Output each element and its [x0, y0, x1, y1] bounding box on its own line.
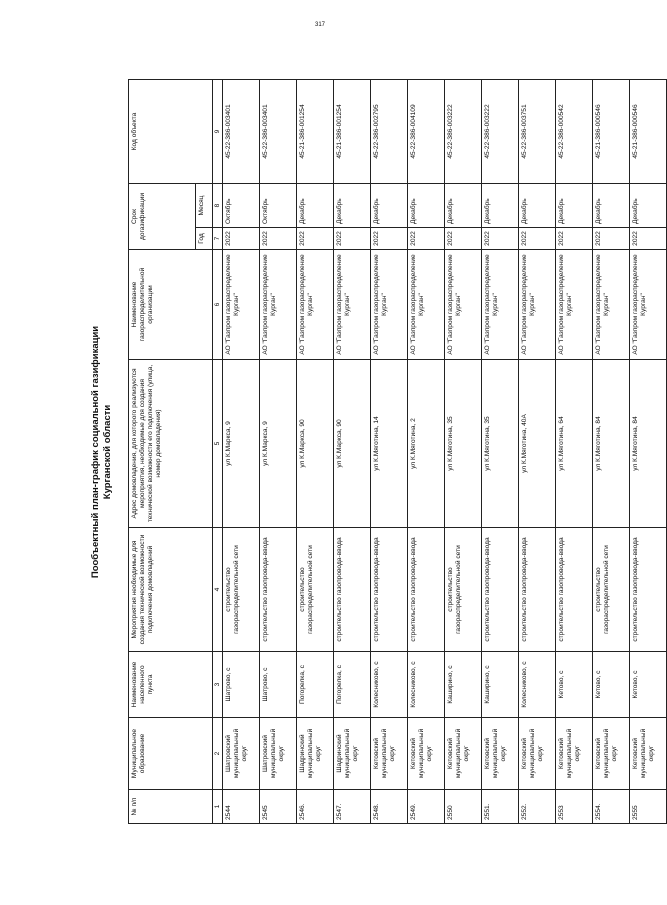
measures-cell: строительство газопровода-ввода [408, 528, 445, 652]
table-row [371, 80, 408, 824]
measures-cell: строительство газопровода-ввода [519, 528, 556, 652]
municipality-cell: Кетовский муниципальный округ [519, 718, 556, 790]
row-number-cell: 2553 [556, 790, 593, 824]
row-number-cell: 2547. [334, 790, 371, 824]
municipality-cell: Шадринский муниципальный округ [334, 718, 371, 790]
table-row [519, 80, 556, 824]
settlement-cell: Кетово, с [630, 652, 667, 718]
settlement-cell: Каширино, с [445, 652, 482, 718]
measures-cell: строительство газораспределительной сети [593, 528, 630, 652]
year-cell: 2022 [297, 228, 334, 250]
object-code-cell: 45-21-386-001254 [334, 80, 371, 184]
title-line-2: Курганской области [102, 404, 113, 500]
table-row [630, 80, 667, 824]
year-cell: 2022 [223, 228, 260, 250]
municipality-cell: Шатровский муниципальный округ [223, 718, 260, 790]
table-body [213, 80, 667, 824]
row-number-cell: 2545 [260, 790, 297, 824]
month-cell: Октябрь [260, 184, 297, 228]
column-number: 6 [213, 250, 223, 360]
address-cell: ул К.Мяготина, 2 [408, 360, 445, 528]
address-cell: ул К.Мяготина, 84 [593, 360, 630, 528]
table-row [593, 80, 630, 824]
measures-cell: строительство газораспределительной сети [223, 528, 260, 652]
municipality-cell: Кетовский муниципальный округ [482, 718, 519, 790]
address-cell: ул К.Мяготина, 14 [371, 360, 408, 528]
object-code-cell: 45-22-386-000542 [556, 80, 593, 184]
address-cell: ул К.Маркса, 90 [334, 360, 371, 528]
settlement-cell: Каширино, с [482, 652, 519, 718]
header-municipality: Муниципальное образование [129, 718, 213, 790]
month-cell: Декабрь [482, 184, 519, 228]
organization-cell: АО "Газпром газораспределение Курган" [593, 250, 630, 360]
column-number: 4 [213, 528, 223, 652]
object-code-cell: 45-22-386-003751 [519, 80, 556, 184]
year-cell: 2022 [630, 228, 667, 250]
object-code-cell: 45-21-386-001254 [297, 80, 334, 184]
month-cell: Декабрь [371, 184, 408, 228]
column-number: 8 [213, 184, 223, 228]
year-cell: 2022 [593, 228, 630, 250]
row-number-cell: 2549. [408, 790, 445, 824]
settlement-cell: Кетово, с [593, 652, 630, 718]
month-cell: Декабрь [519, 184, 556, 228]
table-row [445, 80, 482, 824]
year-cell: 2022 [408, 228, 445, 250]
column-number: 9 [213, 80, 223, 184]
measures-cell: строительство газораспределительной сети [297, 528, 334, 652]
measures-cell: строительство газопровода-ввода [556, 528, 593, 652]
measures-cell: строительство газопровода-ввода [630, 528, 667, 652]
rotated-page-content [86, 72, 655, 832]
municipality-cell: Кетовский муниципальный округ [630, 718, 667, 790]
year-cell: 2022 [445, 228, 482, 250]
address-cell: ул К.Маркса, 9 [260, 360, 297, 528]
settlement-cell: Колесниково, с [519, 652, 556, 718]
header-settlement: Наименование населенного пункта [129, 652, 213, 718]
organization-cell: АО "Газпром газораспределение Курган" [223, 250, 260, 360]
measures-cell: строительство газопровода-ввода [334, 528, 371, 652]
organization-cell: АО "Газпром газораспределение Курган" [519, 250, 556, 360]
gasification-schedule-table [128, 79, 667, 824]
municipality-cell: Кетовский муниципальный округ [445, 718, 482, 790]
object-code-cell: 45-22-386-003401 [223, 80, 260, 184]
municipality-cell: Кетовский муниципальный округ [593, 718, 630, 790]
object-code-cell: 45-22-386-003222 [482, 80, 519, 184]
year-cell: 2022 [371, 228, 408, 250]
month-cell: Декабрь [630, 184, 667, 228]
row-number-cell: 2550 [445, 790, 482, 824]
page-number: 317 [314, 22, 325, 28]
organization-cell: АО "Газпром газораспределение Курган" [260, 250, 297, 360]
municipality-cell: Шатровский муниципальный округ [260, 718, 297, 790]
column-number-row [213, 80, 223, 824]
table-row [482, 80, 519, 824]
organization-cell: АО "Газпром газораспределение Курган" [334, 250, 371, 360]
table-row [260, 80, 297, 824]
table-row [556, 80, 593, 824]
organization-cell: АО "Газпром газораспределение Курган" [371, 250, 408, 360]
year-cell: 2022 [482, 228, 519, 250]
municipality-cell: Кетовский муниципальный округ [408, 718, 445, 790]
month-cell: Декабрь [593, 184, 630, 228]
address-cell: ул К.Мяготина, 35 [445, 360, 482, 528]
municipality-cell: Кетовский муниципальный округ [556, 718, 593, 790]
column-number: 7 [213, 228, 223, 250]
municipality-cell: Кетовский муниципальный округ [371, 718, 408, 790]
year-cell: 2022 [334, 228, 371, 250]
year-cell: 2022 [519, 228, 556, 250]
address-cell: ул К.Маркса, 9 [223, 360, 260, 528]
year-cell: 2022 [260, 228, 297, 250]
organization-cell: АО "Газпром газораспределение Курган" [445, 250, 482, 360]
table-row [334, 80, 371, 824]
header-object-code: Код объекта [129, 80, 213, 184]
address-cell: ул К.Маркса, 90 [297, 360, 334, 528]
settlement-cell: Колесниково, с [371, 652, 408, 718]
table-row [223, 80, 260, 824]
object-code-cell: 45-21-386-000546 [593, 80, 630, 184]
object-code-cell: 45-22-386-003222 [445, 80, 482, 184]
address-cell: ул К.Мяготина, 64 [556, 360, 593, 528]
table-row [297, 80, 334, 824]
month-cell: Декабрь [334, 184, 371, 228]
settlement-cell: Погорелка, с [297, 652, 334, 718]
organization-cell: АО "Газпром газораспределение Курган" [297, 250, 334, 360]
header-deadline: Срок догазификации [129, 184, 196, 250]
measures-cell: строительство газопровода-ввода [482, 528, 519, 652]
month-cell: Декабрь [556, 184, 593, 228]
document-title [86, 72, 126, 832]
organization-cell: АО "Газпром газораспределение Курган" [482, 250, 519, 360]
address-cell: ул К.Мяготина, 35 [482, 360, 519, 528]
month-cell: Декабрь [445, 184, 482, 228]
settlement-cell: Погорелка, с [334, 652, 371, 718]
organization-cell: АО "Газпром газораспределение Курган" [556, 250, 593, 360]
measures-cell: строительство газопровода-ввода [260, 528, 297, 652]
organization-cell: АО "Газпром газораспределение Курган" [630, 250, 667, 360]
object-code-cell: 45-21-386-000546 [630, 80, 667, 184]
row-number-cell: 2548. [371, 790, 408, 824]
row-number-cell: 2555 [630, 790, 667, 824]
header-measures: Мероприятия необходимые для создания технической возможности подключения домовладений [129, 528, 213, 652]
month-cell: Декабрь [408, 184, 445, 228]
address-cell: ул К.Мяготина, 84 [630, 360, 667, 528]
object-code-cell: 45-22-386-002795 [371, 80, 408, 184]
measures-cell: строительство газопровода-ввода [371, 528, 408, 652]
municipality-cell: Шадринский муниципальный округ [297, 718, 334, 790]
row-number-cell: 2546. [297, 790, 334, 824]
row-number-cell: 2552. [519, 790, 556, 824]
measures-cell: строительство газораспределительной сети [445, 528, 482, 652]
settlement-cell: Шатрово, с [223, 652, 260, 718]
column-number: 1 [213, 790, 223, 824]
address-cell: ул К.Мяготина, 40А [519, 360, 556, 528]
column-number: 2 [213, 718, 223, 790]
organization-cell: АО "Газпром газораспределение Курган" [408, 250, 445, 360]
column-number: 5 [213, 360, 223, 528]
year-cell: 2022 [556, 228, 593, 250]
month-cell: Октябрь [223, 184, 260, 228]
object-code-cell: 45-22-386-004109 [408, 80, 445, 184]
table-row [408, 80, 445, 824]
settlement-cell: Колесниково, с [408, 652, 445, 718]
column-number: 3 [213, 652, 223, 718]
object-code-cell: 45-22-386-003401 [260, 80, 297, 184]
title-line-1: Пообъектный план-график социальной газификации [90, 325, 101, 579]
header-address: Адрес домовладения, для которого реализуются мероприятия, необходимые для создания технической возможности его подключения (улица, номер домовладения) [129, 360, 213, 528]
settlement-cell: Шатрово, с [260, 652, 297, 718]
header-month: Месяц [196, 184, 213, 228]
header-year: Год [196, 228, 213, 250]
row-number-cell: 2544 [223, 790, 260, 824]
row-number-cell: 2551. [482, 790, 519, 824]
header-organization: Наименование газораспределительной организации [129, 250, 213, 360]
row-number-cell: 2554. [593, 790, 630, 824]
header-num: № п/п [129, 790, 213, 824]
month-cell: Декабрь [297, 184, 334, 228]
settlement-cell: Кетово, с [556, 652, 593, 718]
